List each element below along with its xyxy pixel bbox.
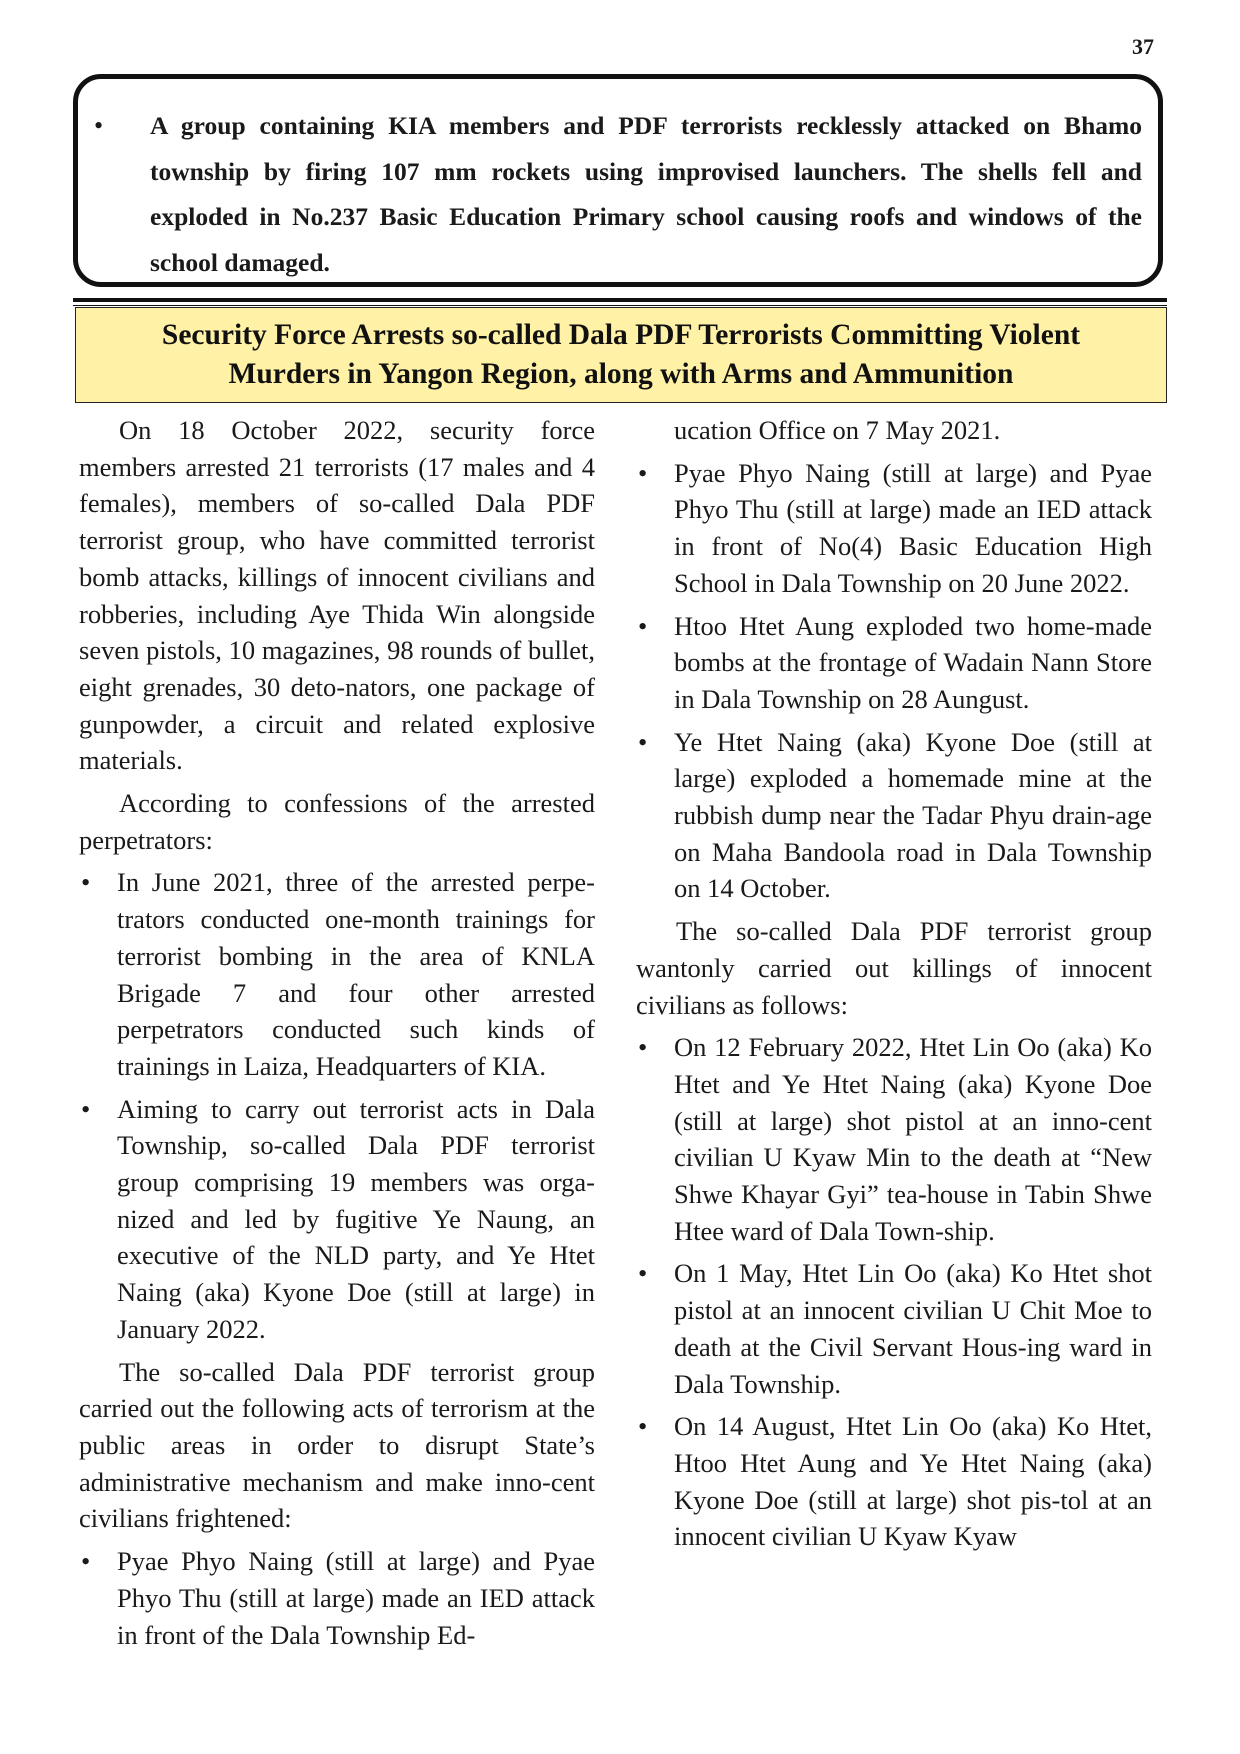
list-item-text: In June 2021, three of the arrested perpe-trators conducted one-month trainings for terrorist bombing in the area of KNLA Brigade 7 and four other arrested perpetrators conducted such kinds of trainings in Laiza, Headquarters of KIA. [117, 867, 595, 1081]
list-item [636, 1255, 1152, 1402]
list-item-text: On 12 February 2022, Htet Lin Oo (aka) Ko Htet and Ye Htet Naing (aka) Kyone Doe (still at large) shot pistol at an inno-cent civilian U Kyaw Min to the death at “New Shwe Khayar Gyi” tea-house in Tabin Shwe Htee ward of Dala Town-ship. [674, 1032, 1152, 1246]
bullet-icon: • [638, 457, 648, 488]
bullet-icon: • [81, 1546, 91, 1577]
highlight-box [73, 74, 1163, 287]
article-paragraph: On 18 October 2022, security force members arrested 21 terrorists (17 males and 4 females), members of so-called Dala PDF terrorist group, who have committed terrorist bomb attacks, killings of innocent civilians and robberies, including Aye Thida Win alongside seven pistols, 10 magazines, 98 rounds of bullet, eight grenades, 30 deto-nators, one package of gunpowder, a circuit and related explosive materials. [79, 415, 595, 776]
article-left-column [79, 412, 595, 1653]
article-right-column [636, 412, 1152, 1555]
headline-banner [75, 307, 1167, 403]
list-item-text: On 1 May, Htet Lin Oo (aka) Ko Htet shot pistol at an innocent civilian U Chit Moe to death at the Civil Servant Hous-ing ward in Dala Township. [674, 1258, 1152, 1399]
headline-line-2: Murders in Yangon Region, along with Arms and Ammunition [228, 358, 1014, 390]
highlight-bullet-item [94, 103, 1142, 285]
highlight-text: A group containing KIA members and PDF terrorists recklessly attacked on Bhamo township by firing 107 mm rockets using improvised launchers. The shells fell and exploded in No.237 Basic Education Primary school causing roofs and windows of the school damaged. [150, 111, 1142, 277]
list-item [79, 1543, 595, 1653]
list-item-text: Ye Htet Naing (aka) Kyone Doe (still at large) exploded a homemade mine at the rubbish dump near the Tadar Phyu drain-age on Maha Bandoola road in Dala Township on 14 October. [674, 726, 1152, 904]
list-item-text: Aiming to carry out terrorist acts in Dala Township, so-called Dala PDF terrorist group comprising 19 members was orga-nized and led by fugitive Ye Naung, an executive of the NLD party, and Ye Htet Naing (aka) Kyone Doe (still at large) in January 2022. [117, 1093, 595, 1344]
bullet-icon: • [638, 610, 648, 641]
list-item-text: On 14 August, Htet Lin Oo (aka) Ko Htet, Htoo Htet Aung and Ye Htet Naing (aka) Kyone Doe (still at large) shot pis-tol at an innocent civilian U Kyaw Kyaw [674, 1411, 1152, 1552]
article-paragraph: According to confessions of the arrested perpetrators: [79, 788, 595, 855]
headline-title [162, 316, 1080, 394]
list-item-text: Pyae Phyo Naing (still at large) and Pyae Phyo Thu (still at large) made an IED attack in front of the Dala Township Ed- [117, 1546, 595, 1650]
list-item [636, 608, 1152, 718]
headline-line-1: Security Force Arrests so-called Dala PDF Terrorists Committing Violent [161, 319, 1081, 351]
bullet-icon: • [638, 726, 648, 757]
bullet-icon: • [94, 111, 104, 140]
list-item-text: Htoo Htet Aung exploded two home-made bombs at the frontage of Wadain Nann Store in Dala Township on 28 Aungust. [674, 610, 1152, 714]
list-item-text: Pyae Phyo Naing (still at large) and Pyae Phyo Thu (still at large) made an IED attack in front of No(4) Basic Education High School in Dala Township on 20 June 2022. [674, 457, 1152, 598]
list-item [636, 1029, 1152, 1249]
list-item-continuation: ucation Office on 7 May 2021. [674, 415, 1001, 445]
list-item [636, 1408, 1152, 1555]
page-number: 37 [1132, 34, 1154, 59]
bullet-icon: • [81, 867, 91, 898]
bullet-icon: • [81, 1093, 91, 1124]
bullet-icon: • [638, 1258, 648, 1289]
article-paragraph: The so-called Dala PDF terrorist group carried out the following acts of terrorism at the public areas in order to disrupt State’s administrative mechanism and make inno-cent civilians frightened: [79, 1356, 595, 1534]
list-item [636, 724, 1152, 908]
bullet-icon: • [638, 1032, 648, 1063]
divider-thin [73, 305, 1167, 306]
list-item [79, 864, 595, 1084]
list-item [636, 455, 1152, 602]
article-paragraph: The so-called Dala PDF terrorist group wantonly carried out killings of innocent civilians as follows: [636, 916, 1152, 1020]
list-item [79, 1091, 595, 1348]
divider-thick [73, 298, 1167, 302]
bullet-icon: • [638, 1411, 648, 1442]
